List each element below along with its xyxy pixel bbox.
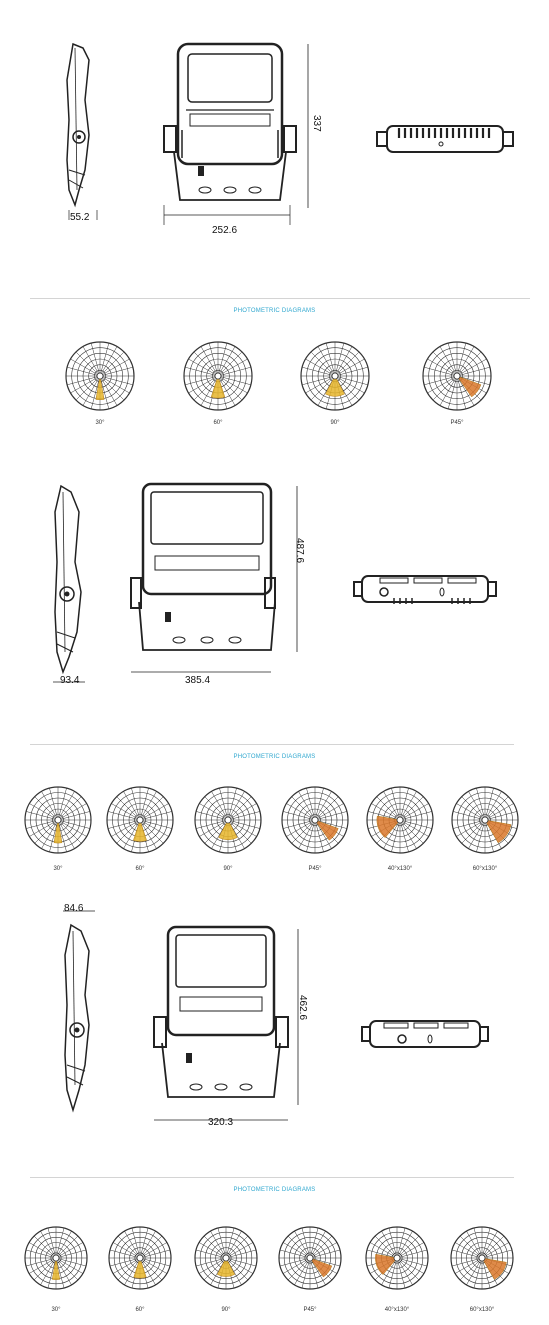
rear-view-drawing xyxy=(358,1015,493,1055)
photometric-diagram xyxy=(278,783,352,857)
depth-dimension: 55.2 xyxy=(70,212,90,223)
polar-center xyxy=(137,817,143,823)
photometric-diagram xyxy=(297,338,373,414)
diagram-label: 90° xyxy=(223,866,233,872)
polar-center xyxy=(397,817,403,823)
beam-pattern xyxy=(377,816,400,838)
photometric-diagram xyxy=(419,338,495,414)
width-dimension: 385.4 xyxy=(185,675,211,686)
diagram-label: P45° xyxy=(308,866,322,872)
photometric-diagram xyxy=(180,338,256,414)
divider-3 xyxy=(30,1177,514,1178)
polar-center xyxy=(97,373,103,379)
side-view-drawing xyxy=(55,905,105,1125)
diagram-label: 40°x130° xyxy=(384,1307,410,1313)
product-2-drawings xyxy=(0,470,549,700)
height-dimension: 462.6 xyxy=(297,995,308,1021)
photometric-diagram xyxy=(103,783,177,857)
rear-view-drawing xyxy=(375,120,515,160)
polar-center xyxy=(215,373,221,379)
photometric-row-2 xyxy=(0,780,549,880)
divider-2 xyxy=(30,744,514,745)
diagram-label: 30° xyxy=(53,866,63,872)
width-dimension: 320.3 xyxy=(208,1117,234,1128)
beam-pattern xyxy=(485,820,511,843)
photometric-diagram xyxy=(363,783,437,857)
front-view-drawing xyxy=(150,925,310,1140)
polar-center xyxy=(307,1255,313,1261)
product-1-drawings xyxy=(0,0,549,250)
polar-center xyxy=(137,1255,143,1261)
side-view-drawing xyxy=(45,482,95,692)
polar-center xyxy=(394,1255,400,1261)
front-view-drawing xyxy=(125,482,305,692)
photometric-diagram xyxy=(191,1223,261,1293)
photometric-diagram xyxy=(275,1223,345,1293)
polar-center xyxy=(53,1255,59,1261)
photometric-diagram xyxy=(362,1223,432,1293)
diagram-label: 60°x130° xyxy=(469,1307,495,1313)
diagram-label: P45° xyxy=(303,1307,317,1313)
photometric-diagram xyxy=(191,783,265,857)
diagram-label: 60° xyxy=(135,866,145,872)
side-view-drawing xyxy=(55,40,105,230)
photometric-diagram xyxy=(448,783,522,857)
beam-pattern xyxy=(482,1258,506,1279)
height-dimension: 337 xyxy=(311,115,322,132)
polar-center xyxy=(332,373,338,379)
diagram-label: 60° xyxy=(213,420,223,426)
photometric-row-1 xyxy=(0,340,549,440)
section-title: PHOTOMETRIC DIAGRAMS xyxy=(233,308,316,314)
diagram-label: 60°x130° xyxy=(472,866,498,872)
photometric-diagram xyxy=(62,338,138,414)
polar-center xyxy=(225,817,231,823)
photometric-diagram xyxy=(21,783,95,857)
photometric-diagram xyxy=(21,1223,91,1293)
polar-center xyxy=(454,373,460,379)
polar-center xyxy=(482,817,488,823)
product-3-drawings xyxy=(0,895,549,1145)
diagram-label: 90° xyxy=(330,420,340,426)
section-title: PHOTOMETRIC DIAGRAMS xyxy=(233,754,316,760)
diagram-label: 60° xyxy=(135,1307,145,1313)
height-dimension: 487.6 xyxy=(294,538,305,564)
polar-center xyxy=(55,817,61,823)
depth-dimension: 84.6 xyxy=(64,903,84,914)
beam-pattern xyxy=(54,820,62,843)
photometric-diagram xyxy=(447,1223,517,1293)
diagram-label: 40°x130° xyxy=(387,866,413,872)
section-title: PHOTOMETRIC DIAGRAMS xyxy=(233,1187,316,1193)
diagram-label: 30° xyxy=(95,420,105,426)
diagram-label: 90° xyxy=(221,1307,231,1313)
divider-1 xyxy=(30,298,530,299)
front-view-drawing xyxy=(160,40,300,235)
width-dimension: 252.6 xyxy=(212,225,238,236)
photometric-row-3 xyxy=(0,1210,549,1320)
beam-pattern xyxy=(96,376,104,400)
polar-center xyxy=(479,1255,485,1261)
diagram-label: 30° xyxy=(51,1307,61,1313)
polar-center xyxy=(312,817,318,823)
diagram-label: P45° xyxy=(450,420,464,426)
photometric-diagram xyxy=(105,1223,175,1293)
polar-center xyxy=(223,1255,229,1261)
rear-view-drawing xyxy=(350,570,500,610)
depth-dimension: 93.4 xyxy=(60,675,80,686)
